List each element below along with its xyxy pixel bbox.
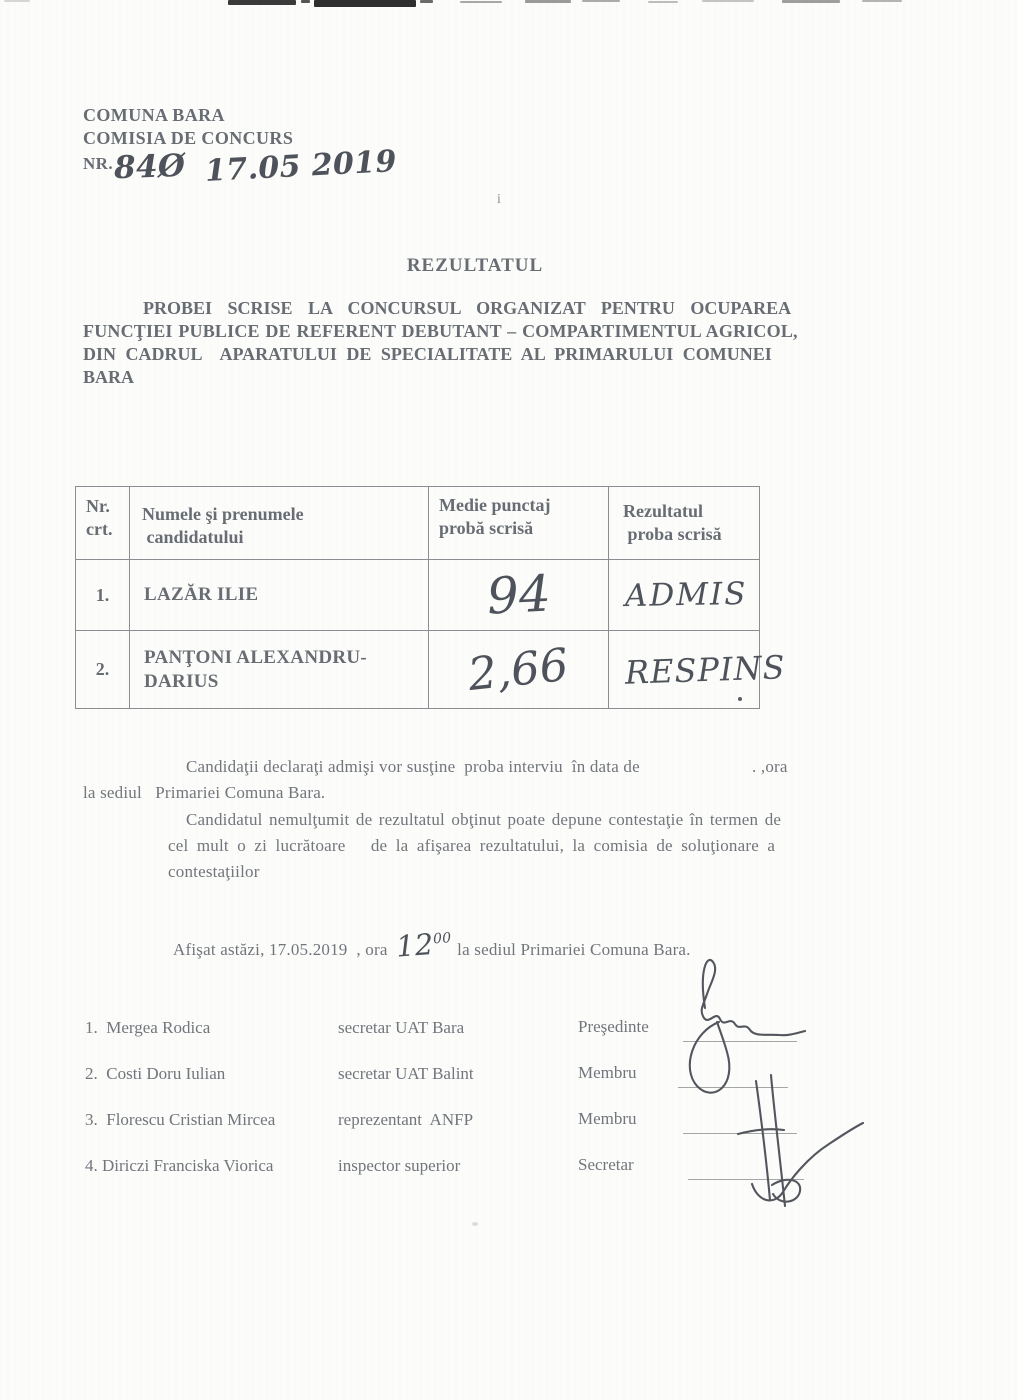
result-cell [608,631,787,708]
scan-artifact [228,0,296,5]
paragraph-interview-line1: Candidaţii declaraţi admişi vor susţine proba interviu în data de [186,757,640,776]
header-committee-name: COMISIA DE CONCURS [83,128,294,148]
row-number-cell: 1. [95,584,110,605]
committee-member-title: Secretar [578,1155,634,1174]
committee-number: 1. [85,1018,98,1037]
scan-artifact [314,0,416,7]
committee-member-title: Preşedinte [578,1017,649,1036]
col-header-text: candidatului [142,527,244,547]
scan-artifact [782,0,840,3]
paragraph-contestation-line1: Candidatul nemulţumit de rezultatul obţinut poate depune contestaţie în termen de [186,810,782,829]
committee-member-title: Membru [578,1063,637,1082]
result-cell [608,560,759,630]
committee-member-role: secretar UAT Balint [338,1064,474,1083]
candidate-name-cell [129,560,428,630]
header-org-name: COMUNA BARA [83,105,225,125]
signature-secretary-stroke1 [756,1081,770,1200]
header-number-handwritten: 84Ø [113,147,186,187]
subject-line: DIN CADRUL APARATULUI DE SPECIALITATE AL PRIMARULUI COMUNEI [83,344,772,364]
handwritten-result: RESPINS [624,647,787,692]
document-header [83,104,399,189]
scan-artifact [525,0,571,3]
col-header-text: Rezultatul [623,501,703,521]
col-header-text: probă scrisă [439,518,534,538]
col-header-text: Medie punctaj [439,495,551,515]
results-table [75,486,787,709]
col-header-text: Numele şi prenumele [142,504,304,524]
committee-number: 2. [85,1064,98,1083]
committee-member-role: secretar UAT Bara [338,1018,465,1037]
subject-paragraph [83,297,873,389]
signature-president-loop [690,1022,730,1093]
posted-prefix: Afişat astăzi, 17.05.2019 , ora [173,939,388,959]
paragraph-interview-line2: la sediul Primariei Comuna Bara. [83,783,326,802]
row-number-cell: 2. [95,659,110,679]
committee-member-role: reprezentant ANFP [338,1110,474,1129]
committee-member-name [85,1156,273,1176]
scan-artifact [420,0,433,3]
scan-artifact [582,0,620,2]
col-header-result [608,487,759,559]
col-header-text: crt. [86,519,113,539]
signatures-overlay [655,948,885,1223]
candidate-name-line: PANŢONI ALEXANDRU- [144,646,368,668]
col-header-nr [76,487,129,559]
col-header-name [129,487,428,559]
posted-line [173,926,691,964]
candidate-name-line: DARIUS [144,670,219,692]
interview-placeholder-suffix: . ,ora [752,757,788,776]
posted-time-handwritten [394,924,453,964]
score-cell [428,631,608,708]
signature-secretary-loop [772,1180,800,1202]
committee-name-text: Diriczi Franciska Viorica [102,1156,274,1175]
committee-name-text: Florescu Cristian Mircea [106,1110,276,1129]
scan-artifact [4,0,30,2]
scan-artifact [301,0,310,3]
candidate-name-line: LAZĂR ILIE [144,584,259,605]
committee-number: 4. [85,1156,98,1175]
table-row [76,559,759,630]
header-date-handwritten: 17.05 2019 [204,144,399,189]
scan-artifact [460,1,502,3]
col-header-text: Nr. [86,496,110,516]
header-number-row [83,144,399,189]
paragraph-contestation-line3: contestaţiilor [168,862,260,881]
committee-number: 3. [85,1110,98,1129]
page-center-mark: i [497,192,501,207]
ink-dot [738,697,742,701]
posted-suffix: la sediul Primariei Comuna Bara. [457,939,691,959]
scan-speck [472,1222,478,1226]
committee-member-name [85,1064,225,1084]
handwritten-result: ADMIS [624,575,748,615]
posted-time-value: 12 [394,927,435,964]
document-title: REZULTATUL [406,255,544,276]
table-row [76,630,787,708]
scan-artifact [862,0,902,2]
committee-member-name [85,1110,275,1130]
scan-artifact [648,1,678,3]
posted-time-superscript: 00 [432,930,452,948]
committee-member-title: Membru [578,1109,637,1128]
col-header-text: proba scrisă [623,524,722,544]
scan-artifact [702,0,754,2]
table-header-row [76,487,759,559]
subject-line: PROBEI SCRISE LA CONCURSUL ORGANIZAT PENTRU OCUPAREA [143,298,792,318]
col-header-score [428,487,608,559]
signature-secretary-stroke2 [771,1075,785,1206]
header-number-label: NR. [83,154,114,173]
candidate-name-cell [129,631,428,708]
handwritten-score: 94 [485,564,552,626]
handwritten-score: 2,66 [465,637,572,702]
score-cell [428,560,608,630]
paragraph-contestation-line2: cel mult o zi lucrătoare de la afişarea rezultatului, la comisia de soluţionare a [168,836,776,855]
committee-member-name [85,1018,210,1038]
committee-member-role: inspector superior [338,1156,461,1175]
subject-line: BARA [83,367,135,387]
subject-line: FUNCŢIEI PUBLICE DE REFERENT DEBUTANT – COMPARTIMENTUL AGRICOL, [83,321,798,341]
committee-name-text: Mergea Rodica [106,1018,211,1037]
committee-name-text: Costi Doru Iulian [106,1064,226,1083]
